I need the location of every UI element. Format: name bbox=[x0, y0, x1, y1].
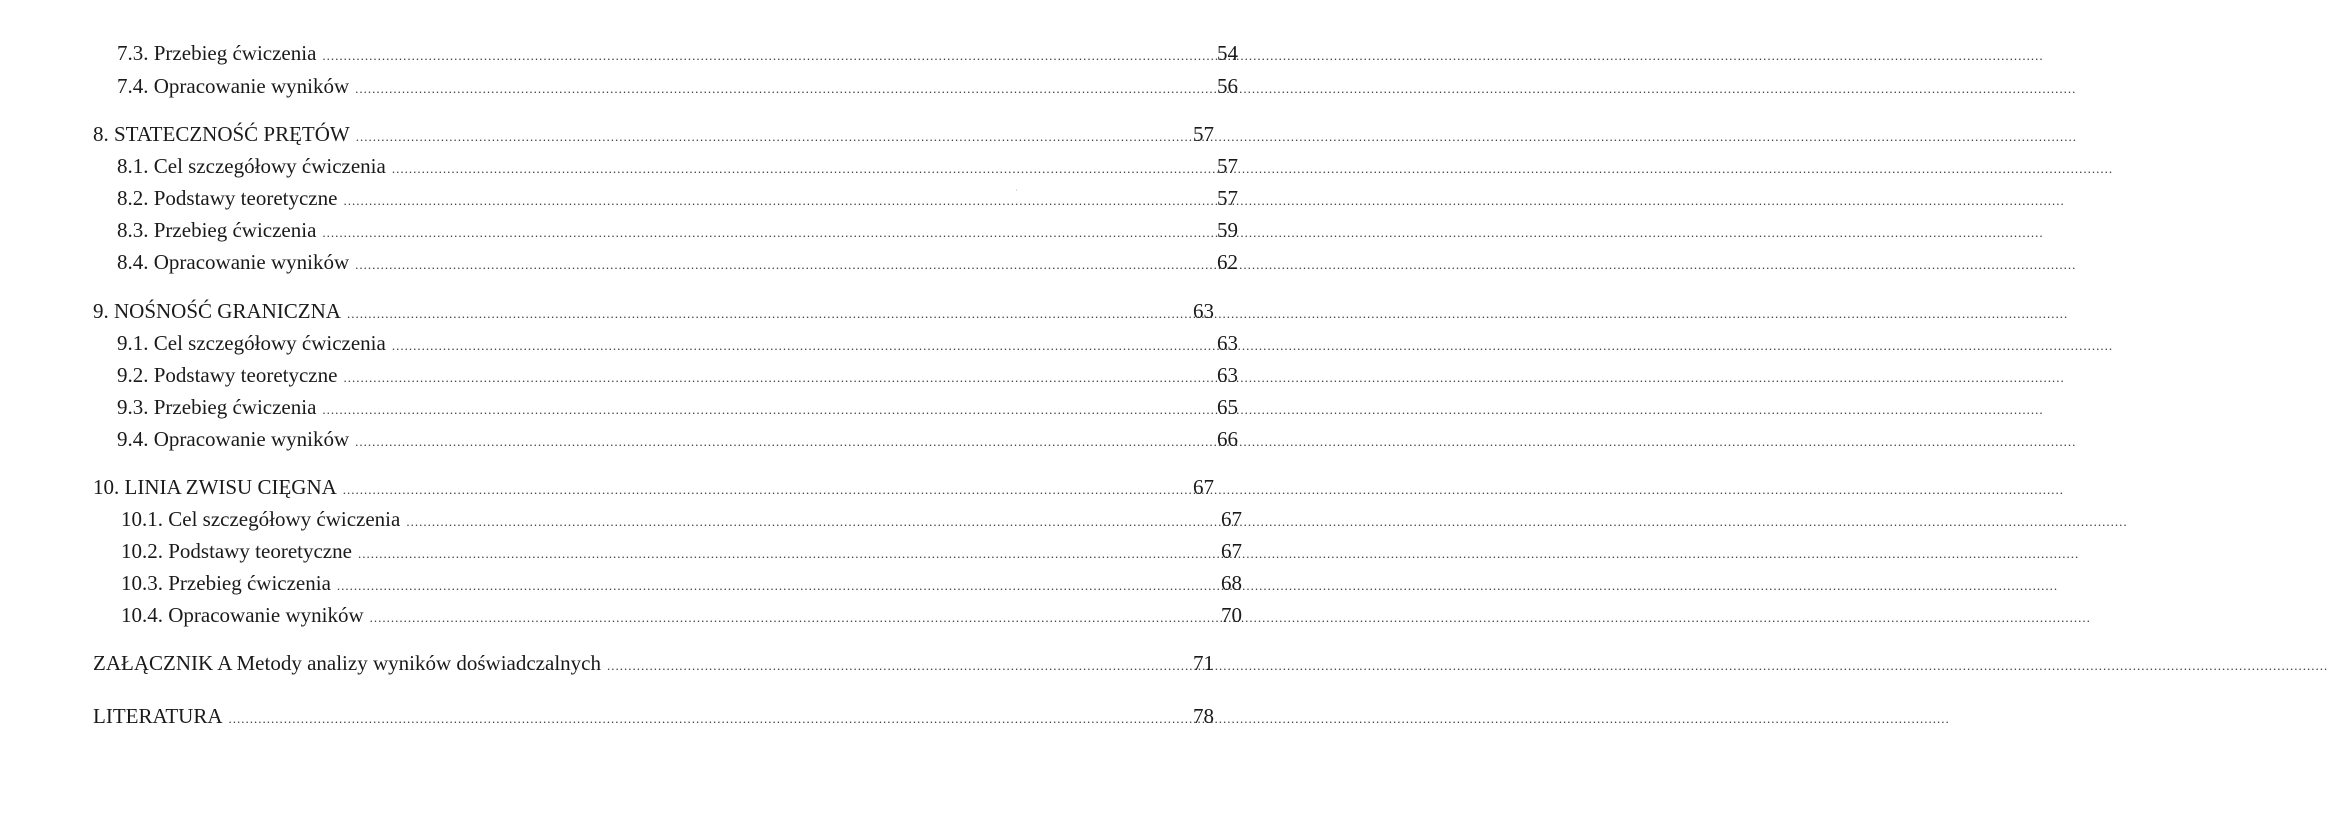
toc-entry-label: 9.2. Podstawy teoretyczne bbox=[117, 363, 338, 387]
toc-entry-label: 7.4. Opracowanie wyników bbox=[117, 74, 350, 98]
toc-entry-page: 59 bbox=[1217, 218, 1238, 242]
toc-entry-10-3 bbox=[121, 570, 1242, 599]
toc-entry-label: 10.1. Cel szczegółowy ćwiczenia bbox=[121, 507, 401, 531]
toc-entry-10-2 bbox=[121, 538, 1242, 567]
toc-entry-label: 8.4. Opracowanie wyników bbox=[117, 250, 350, 274]
toc-entry-label: 8.1. Cel szczegółowy ćwiczenia bbox=[117, 154, 386, 178]
toc-entry-page: 57 bbox=[1217, 186, 1238, 210]
toc-entry-page: 67 bbox=[1221, 507, 1242, 531]
toc-entry-9-1 bbox=[117, 330, 1238, 359]
toc-entry-page: 78 bbox=[1193, 704, 1214, 728]
scan-speck: · bbox=[1015, 186, 1018, 195]
toc-entry-label: 10.3. Przebieg ćwiczenia bbox=[121, 571, 331, 595]
toc-entry-page: 65 bbox=[1217, 395, 1238, 419]
toc-chapter-9 bbox=[93, 298, 1214, 327]
toc-entry-label: 9.1. Cel szczegółowy ćwiczenia bbox=[117, 331, 386, 355]
dot-leader bbox=[229, 706, 1950, 732]
toc-chapter-10 bbox=[93, 474, 1214, 503]
toc-entry-9-3 bbox=[117, 394, 1238, 423]
toc-entry-page: 56 bbox=[1217, 74, 1238, 98]
toc-entry-page: 70 bbox=[1221, 603, 1242, 627]
toc-entry-8-3 bbox=[117, 217, 1238, 246]
toc-entry-label: 10.4. Opracowanie wyników bbox=[121, 603, 364, 627]
toc-entry-page: 68 bbox=[1221, 571, 1242, 595]
toc-entry-page: 57 bbox=[1193, 122, 1214, 146]
toc-entry-label: 8.2. Podstawy teoretyczne bbox=[117, 186, 338, 210]
toc-entry-7-3 bbox=[117, 40, 1238, 69]
toc-entry-7-4 bbox=[117, 73, 1238, 102]
toc-entry-page: 67 bbox=[1221, 539, 1242, 563]
toc-entry-8-2 bbox=[117, 185, 1238, 214]
toc-appendix-a bbox=[93, 650, 1214, 679]
toc-entry-page: 67 bbox=[1193, 475, 1214, 499]
toc-entry-label: 7.3. Przebieg ćwiczenia bbox=[117, 41, 317, 65]
toc-entry-10-1 bbox=[121, 506, 1242, 535]
toc-entry-8-4 bbox=[117, 249, 1238, 278]
toc-entry-10-4 bbox=[121, 602, 1242, 631]
toc-entry-page: 63 bbox=[1217, 363, 1238, 387]
toc-entry-label: ZAŁĄCZNIK A Metody analizy wyników doświadczalnych bbox=[93, 651, 601, 675]
toc-entry-page: 66 bbox=[1217, 427, 1238, 451]
dot-leader bbox=[607, 653, 2328, 679]
toc-entry-label: 9. NOŚNOŚĆ GRANICZNA bbox=[93, 299, 341, 323]
dot-leader bbox=[356, 124, 2077, 150]
toc-entry-label: 9.4. Opracowanie wyników bbox=[117, 427, 350, 451]
toc-entry-page: 63 bbox=[1217, 331, 1238, 355]
toc-literature bbox=[93, 703, 1214, 732]
toc-entry-label: 10. LINIA ZWISU CIĘGNA bbox=[93, 475, 337, 499]
toc-entry-label: LITERATURA bbox=[93, 704, 223, 728]
toc-entry-page: 54 bbox=[1217, 41, 1238, 65]
dot-leader bbox=[406, 509, 2127, 535]
dot-leader bbox=[392, 156, 2113, 182]
toc-entry-9-4 bbox=[117, 426, 1238, 455]
toc-entry-label: 8. STATECZNOŚĆ PRĘTÓW bbox=[93, 122, 350, 146]
toc-chapter-8 bbox=[93, 121, 1214, 150]
toc-entry-page: 71 bbox=[1193, 651, 1214, 675]
toc-entry-page: 57 bbox=[1217, 154, 1238, 178]
toc-entry-label: 9.3. Przebieg ćwiczenia bbox=[117, 395, 317, 419]
toc-entry-8-1 bbox=[117, 153, 1238, 182]
toc-entry-page: 63 bbox=[1193, 299, 1214, 323]
toc-entry-label: 10.2. Podstawy teoretyczne bbox=[121, 539, 352, 563]
toc-entry-page: 62 bbox=[1217, 250, 1238, 274]
toc-entry-9-2 bbox=[117, 362, 1238, 391]
toc-entry-label: 8.3. Przebieg ćwiczenia bbox=[117, 218, 317, 242]
dot-leader bbox=[392, 333, 2113, 359]
